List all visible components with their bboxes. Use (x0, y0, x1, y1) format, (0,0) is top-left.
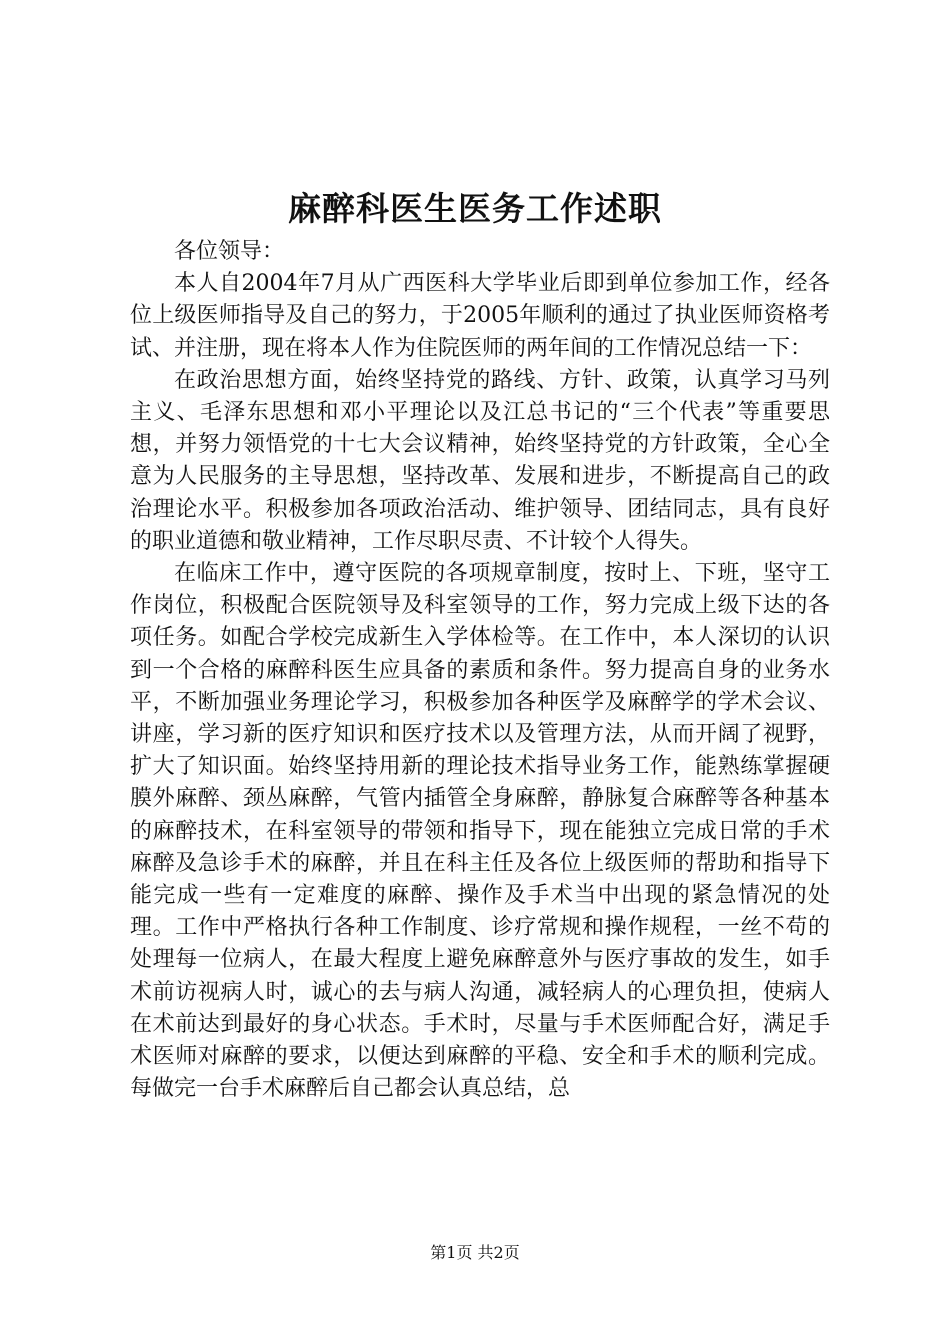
paragraph-clinical: 在临床工作中，遵守医院的各项规章制度，按时上、下班，坚守工作岗位，积极配合医院领导及科室领导的工作，努力完成上级下达的各项任务。如配合学校完成新生入学体检等。在工作中，本人深切的认识到一个合格的麻醉科医生应具备的素质和条件。努力提高自身的业务水平，不断加强业务理论学习，积极参加各种医学及麻醉学的学术会议、讲座，学习新的医疗知识和医疗技术以及管理方法，从而开阔了视野，扩大了知识面。始终坚持用新的理论技术指导业务工作，能熟练掌握硬膜外麻醉、颈丛麻醉，气管内插管全身麻醉，静脉复合麻醉等各种基本的麻醉技术，在科室领导的带领和指导下，现在能独立完成日常的手术麻醉及急诊手术的麻醉，并且在科主任及各位上级医师的帮助和指导下能完成一些有一定难度的麻醉、操作及手术当中出现的紧急情况的处理。工作中严格执行各种工作制度、诊疗常规和操作规程，一丝不苟的处理每一位病人，在最大程度上避免麻醉意外与医疗事故的发生，如手术前访视病人时，诚心的去与病人沟通，减轻病人的心理负担，使病人在术前达到最好的身心状态。手术时，尽量与手术医师配合好，满足手术医师对麻醉的要求，以便达到麻醉的平稳、安全和手术的顺利完成。每做完一台手术麻醉后自己都会认真总结，总 (130, 561, 830, 1102)
paragraph-political: 在政治思想方面，始终坚持党的路线、方针、政策，认真学习马列主义、毛泽东思想和邓小平理论以及江总书记的“三个代表”等重要思想，并努力领悟党的十七大会议精神，始终坚持党的方针政策，全心全意为人民服务的主导思想，坚持改革、发展和进步，不断提高自己的政治理论水平。积极参加各项政治活动、维护领导、团结同志，具有良好的职业道德和敬业精神，工作尽职尽责、不计较个人得失。 (130, 367, 830, 554)
salutation: 各位领导： (174, 239, 285, 264)
page-footer: 第1页 共2页 (430, 1243, 520, 1262)
document-title: 麻醉科医生医务工作述职 (288, 189, 662, 228)
document-body (130, 236, 830, 1105)
paragraph-intro: 本人自2004年7月从广西医科大学毕业后即到单位参加工作，经各位上级医师指导及自己的努力，于2005年顺利的通过了执业医师资格考试、并注册，现在将本人作为住院医师的两年间的工作情况总结一下： (130, 271, 830, 361)
